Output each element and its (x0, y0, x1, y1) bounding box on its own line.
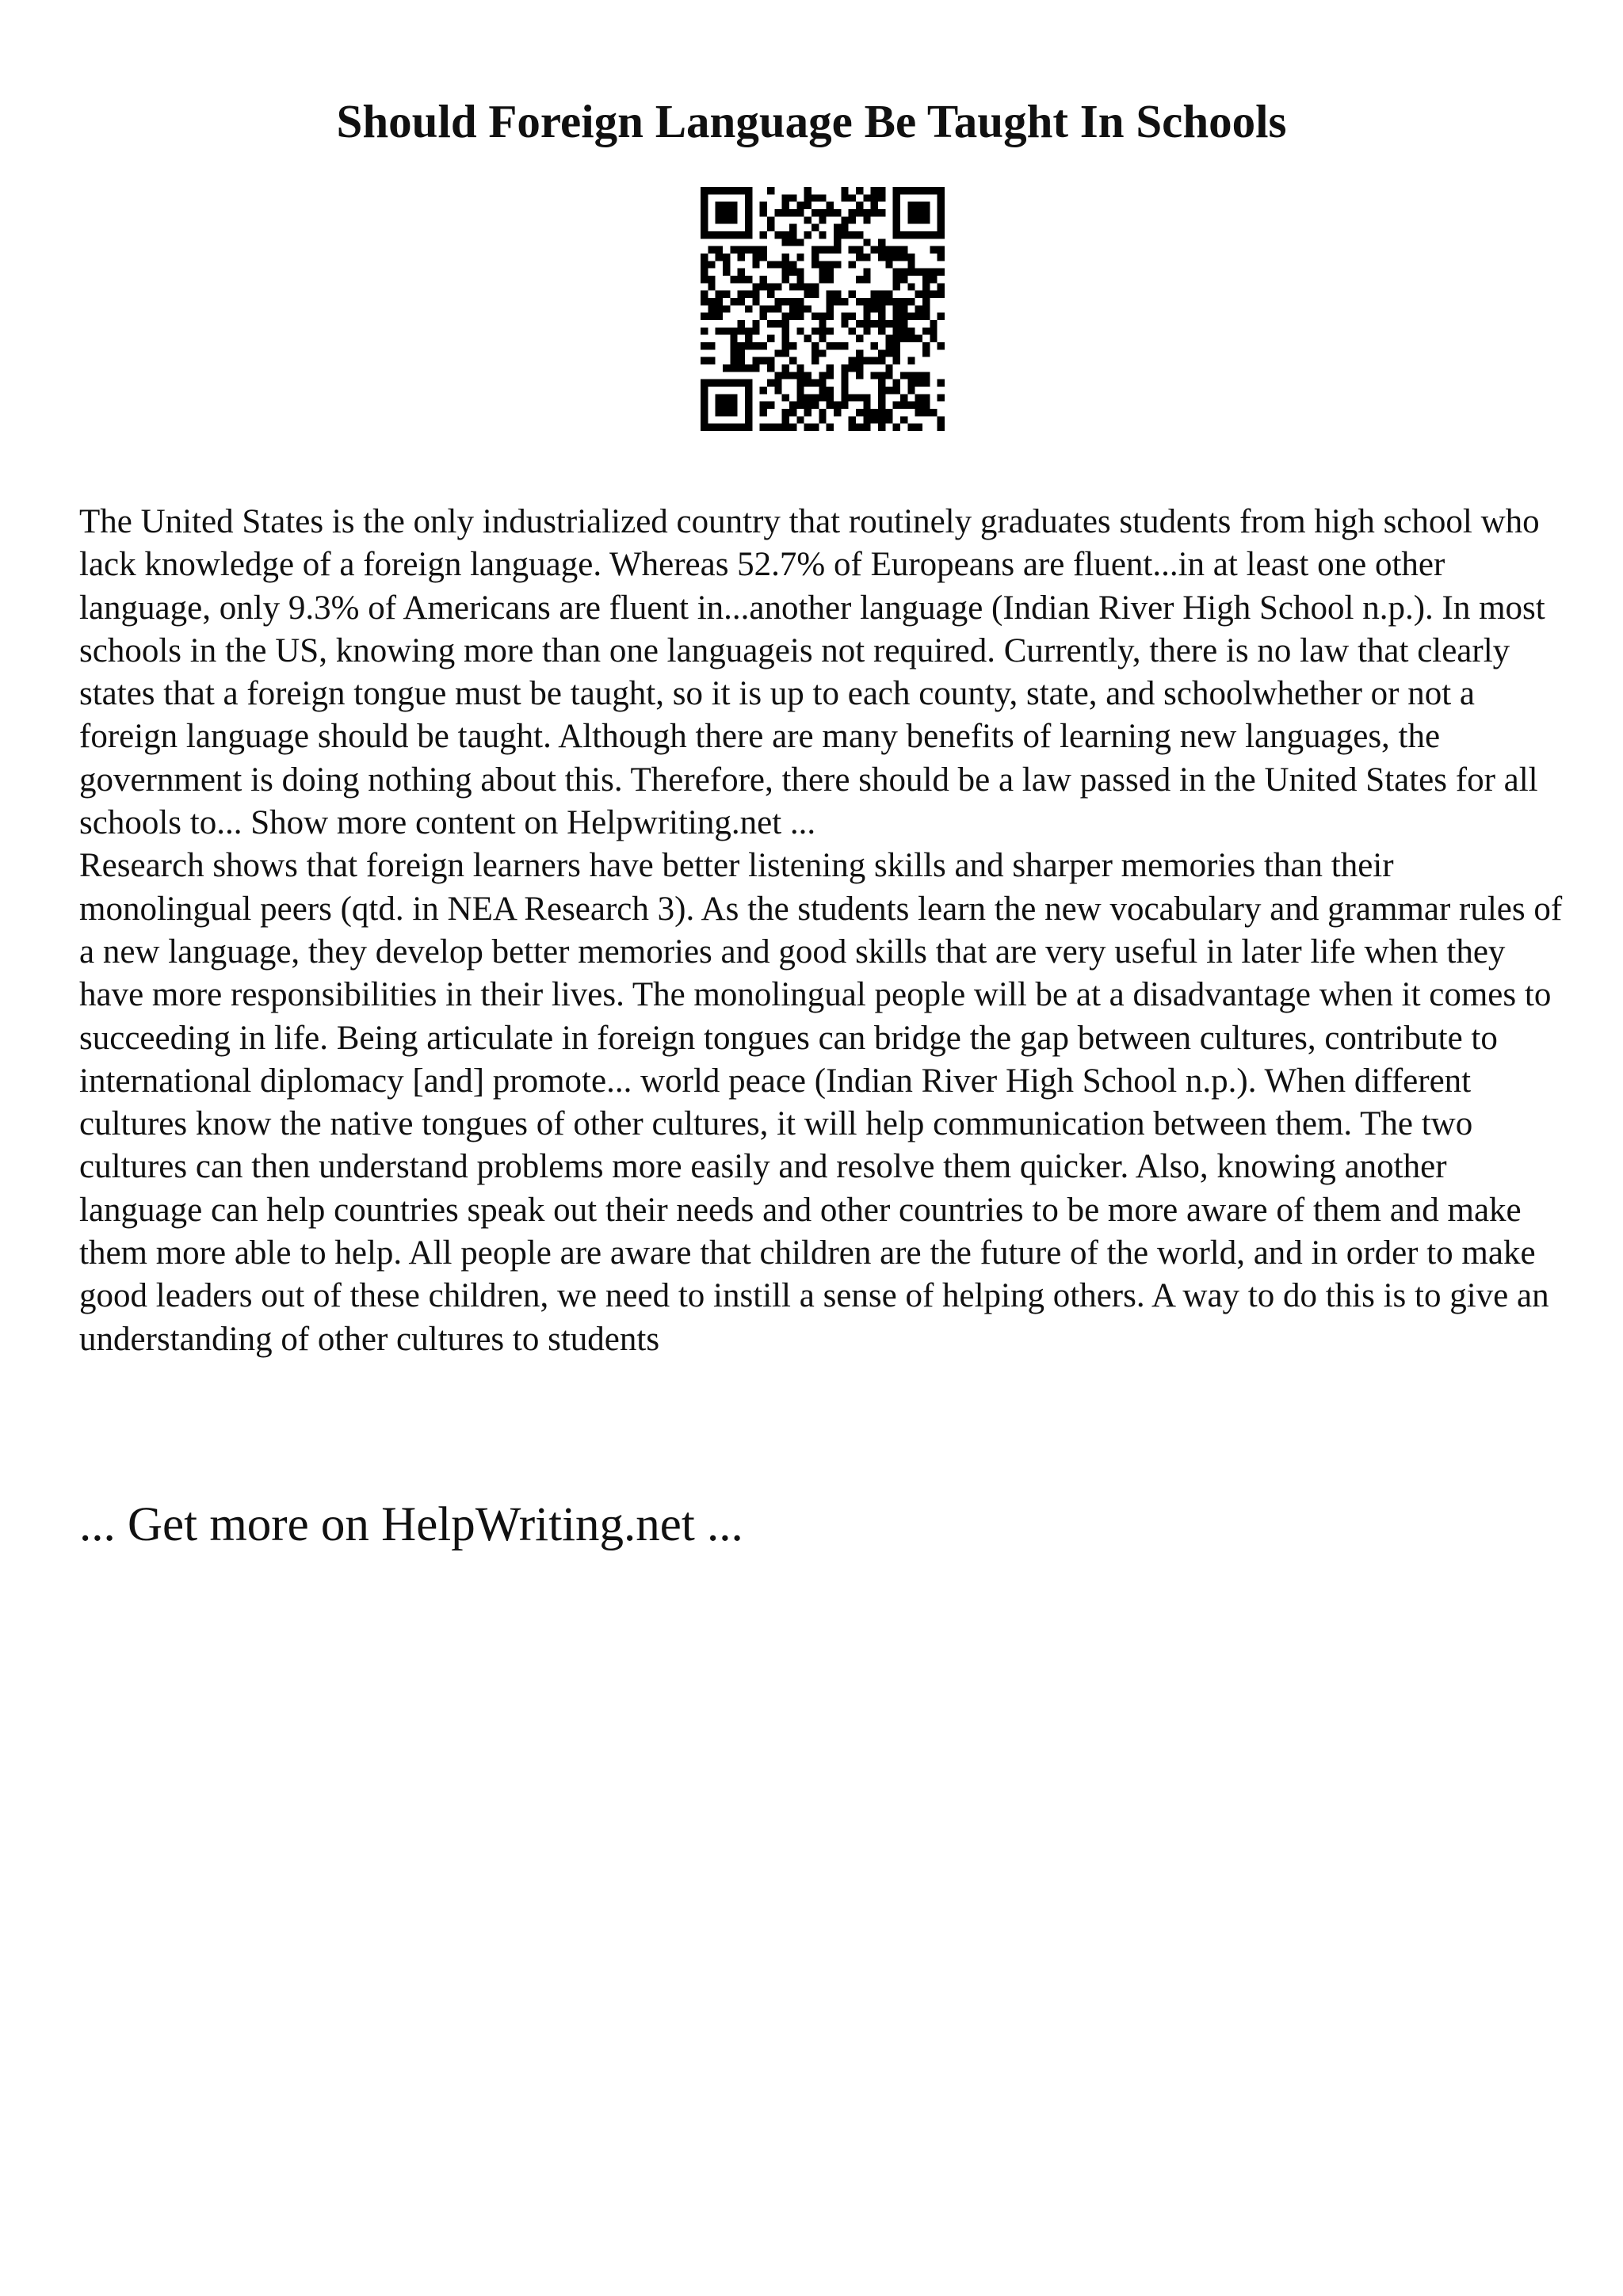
get-more-link[interactable]: ... Get more on HelpWriting.net ... (79, 1498, 743, 1551)
paragraph-1: The United States is the only industrialized country that routinely graduates students from high school who lack knowledge of a foreign language. Whereas 52.7% of Europeans are fluent...in at least one other language, only 9.3% of Americans are fluent in...another language (Indian River High School n.p.). In most schools in the US, knowing more than one languageis not required. Currently, there is no law that clearly states that a foreign tongue must be taught, so it is up to each county, state, and schoolwhether or not a foreign language should be taught. Although there are many benefits of learning new languages, the government is doing nothing about this. Therefore, there should be a law passed in the United States for all schools to... Show more content on Helpwriting.net ... (79, 503, 1545, 842)
qr-code-icon[interactable] (701, 187, 945, 431)
page-title: Should Foreign Language Be Taught In Schools (336, 95, 1287, 147)
qr-code-graphic (701, 187, 945, 431)
article-body (79, 501, 1569, 1361)
paragraph-2: Research shows that foreign learners have better listening skills and sharper memories than their monolingual peers (qtd. in NEA Research 3). As the students learn the new vocabulary and grammar rules of a new language, they develop better memories and good skills that are very useful in later life when they have more responsibilities in their lives. The monolingual people will be at a disadvantage when it comes to succeeding in life. Being articulate in foreign tongues can bridge the gap between cultures, contribute to international diplomacy [and] promote... world peace (Indian River High School n.p.). When different cultures know the native tongues of other cultures, it will help communication between them. The two cultures can then understand problems more easily and resolve them quicker. Also, knowing another language can help countries speak out their needs and other countries to be more aware of them and make them more able to help. All people are aware that children are the future of the world, and in order to make good leaders out of these children, we need to instill a sense of helping others. A way to do this is to give an understanding of other cultures to students (79, 847, 1563, 1358)
